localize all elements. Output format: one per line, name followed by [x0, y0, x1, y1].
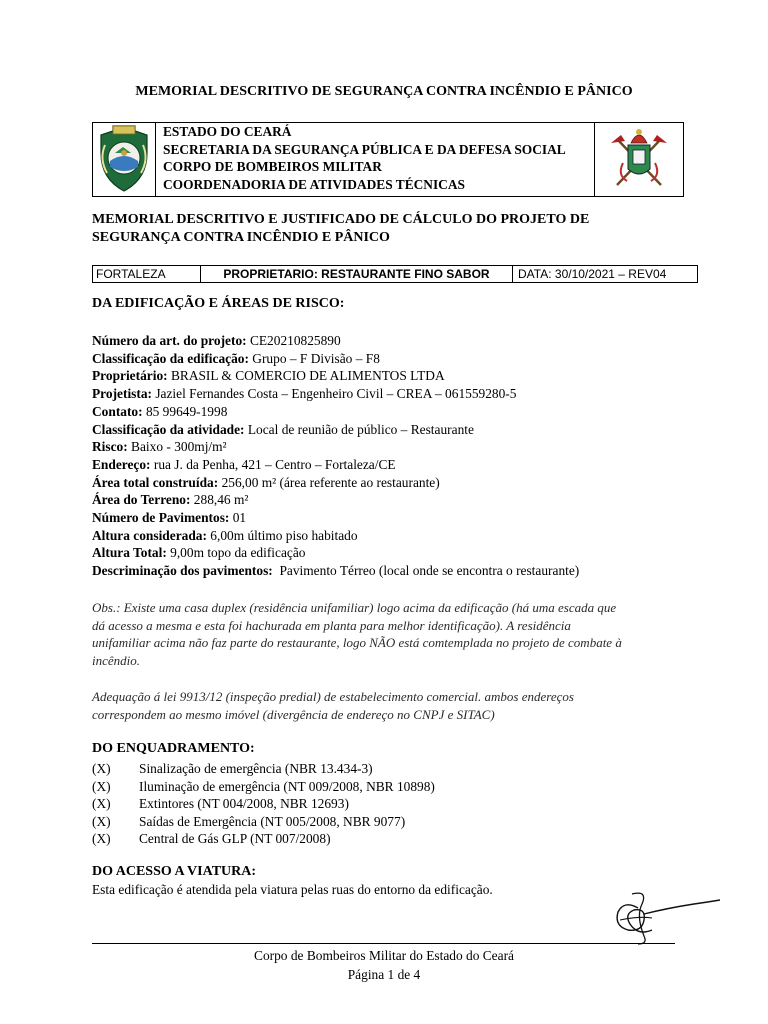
field-value: 6,00m último piso habitado [206, 527, 358, 543]
field-row [92, 367, 579, 385]
list-item-text: Iluminação de emergência (NT 009/2008, NBR 10898) [139, 778, 435, 794]
field-label: Número da art. do projeto: [92, 333, 247, 348]
field-label: Altura Total: [92, 545, 167, 561]
list-item-text: Central de Gás GLP (NT 007/2008) [139, 831, 331, 846]
field-value: 01 [229, 510, 247, 526]
field-row [92, 474, 579, 492]
field-label: Endereço: [92, 456, 151, 472]
field-value: Baixo - 300mj/m² [127, 439, 227, 455]
field-label: Descriminação dos pavimentos: [92, 563, 273, 579]
field-row [92, 562, 579, 580]
observation-note [92, 599, 698, 669]
firefighters-emblem-icon [594, 123, 683, 196]
footer-institution: Corpo de Bombeiros Militar do Estado do Ceará [254, 948, 514, 963]
info-owner: PROPRIETARIO: RESTAURANTE FINO SABOR [201, 266, 513, 282]
enquadramento-list [92, 760, 435, 848]
signature-icon [608, 886, 724, 948]
info-date: DATA: 30/10/2021 – REV04 [518, 267, 667, 281]
field-label: Risco: [92, 439, 128, 455]
checkbox-mark: (X) [92, 831, 111, 846]
field-label: Classificação da atividade: [92, 421, 245, 437]
field-label: Número de Pavimentos: [92, 510, 230, 526]
info-city: FORTALEZA [93, 266, 201, 282]
header-line-secretariat: SECRETARIA DA SEGURANÇA PÚBLICA E DA DEFESA SOCIAL [163, 141, 566, 157]
list-item [92, 830, 435, 848]
list-item [92, 795, 435, 813]
field-row [92, 456, 579, 474]
section-heading-acesso: DO ACESSO A VIATURA: [92, 864, 257, 879]
list-item [92, 760, 435, 778]
header-line-coordination: COORDENADORIA DE ATIVIDADES TÉCNICAS [163, 176, 465, 192]
field-value: 288,46 m² [190, 492, 249, 508]
field-value: BRASIL & COMERCIO DE ALIMENTOS LTDA [167, 368, 445, 384]
footer-divider [92, 943, 675, 944]
field-label: Proprietário: [92, 368, 168, 384]
field-row [92, 332, 579, 350]
page-number: Página 1 de 4 [347, 967, 421, 982]
adequacy-line: Adequação á lei 9913/12 (inspeção predial) de estabelecimento comercial. ambos endereços [92, 689, 574, 704]
field-value: Jaziel Fernandes Costa – Engenheiro Civil – CREA – 061559280-5 [151, 386, 517, 402]
field-value: Grupo – F Divisão – F8 [248, 350, 380, 366]
section-heading-enquadramento: DO ENQUADRAMENTO: [92, 741, 255, 756]
obs-line: incêndio. [92, 652, 141, 668]
field-value: CE20210825890 [246, 333, 341, 348]
field-row [92, 509, 579, 527]
field-label: Altura considerada: [92, 527, 207, 543]
field-row [92, 491, 579, 509]
field-value: Local de reunião de público – Restaurante [244, 421, 474, 437]
field-row [92, 403, 579, 421]
list-item-text: Saídas de Emergência (NT 005/2008, NBR 9077) [139, 813, 406, 829]
header-line-state: ESTADO DO CEARÁ [163, 124, 292, 139]
field-label: Projetista: [92, 386, 152, 402]
building-fields [92, 332, 579, 580]
adequacy-line: correspondem ao mesmo imóvel (divergência de endereço no CNPJ e SITAC) [92, 706, 495, 722]
list-item-text: Sinalização de emergência (NBR 13.434-3) [139, 761, 373, 776]
field-row [92, 421, 579, 439]
field-label: Classificação da edificação: [92, 350, 249, 366]
subtitle-line-1: MEMORIAL DESCRITIVO E JUSTIFICADO DE CÁLCULO DO PROJETO DE [92, 212, 590, 227]
list-item-text: Extintores (NT 004/2008, NBR 12693) [139, 796, 349, 811]
adequacy-note [92, 688, 698, 723]
checkbox-mark: (X) [92, 778, 111, 794]
field-row [92, 350, 579, 368]
field-value: rua J. da Penha, 421 – Centro – Fortaleza/CE [150, 456, 396, 472]
obs-line: dá acesso a mesma e esta foi hachurada em planta para melhor identificação). A residência [92, 617, 571, 633]
ceara-coat-of-arms-icon [93, 123, 156, 196]
checkbox-mark: (X) [92, 813, 111, 829]
section-heading-areas: DA EDIFICAÇÃO E ÁREAS DE RISCO: [92, 296, 345, 311]
field-value: 256,00 m² (área referente ao restaurante) [218, 474, 440, 490]
header-text [163, 123, 566, 193]
field-label: Área do Terreno: [92, 492, 191, 508]
field-value: 85 99649-1998 [142, 403, 228, 419]
field-value: Pavimento Térreo (local onde se encontra o restaurante) [272, 563, 580, 579]
field-row [92, 527, 579, 545]
info-bar [92, 265, 698, 283]
field-row [92, 438, 579, 456]
field-row [92, 544, 579, 562]
subtitle-line-2: SEGURANÇA CONTRA INCÊNDIO E PÂNICO [92, 230, 390, 245]
checkbox-mark: (X) [92, 761, 111, 776]
institution-header [92, 122, 684, 197]
list-item [92, 813, 435, 831]
field-label: Contato: [92, 403, 143, 419]
checkbox-mark: (X) [92, 796, 111, 811]
obs-line: Obs.: Existe uma casa duplex (residência unifamiliar) logo acima da edificação (há uma escada que [92, 600, 617, 615]
header-line-fire-department: CORPO DE BOMBEIROS MILITAR [163, 159, 382, 174]
acesso-text: Esta edificação é atendida pela viatura pelas ruas do entorno da edificação. [92, 882, 493, 897]
field-value: 9,00m topo da edificação [166, 545, 306, 561]
document-subtitle [92, 211, 692, 247]
footer [0, 946, 768, 984]
document-title: MEMORIAL DESCRITIVO DE SEGURANÇA CONTRA INCÊNDIO E PÂNICO [135, 84, 633, 99]
obs-line: unifamiliar acima não faz parte do restaurante, logo NÃO está comtemplada no projeto de combate à [92, 635, 622, 650]
list-item [92, 778, 435, 796]
field-row [92, 385, 579, 403]
field-label: Área total construída: [92, 474, 219, 490]
